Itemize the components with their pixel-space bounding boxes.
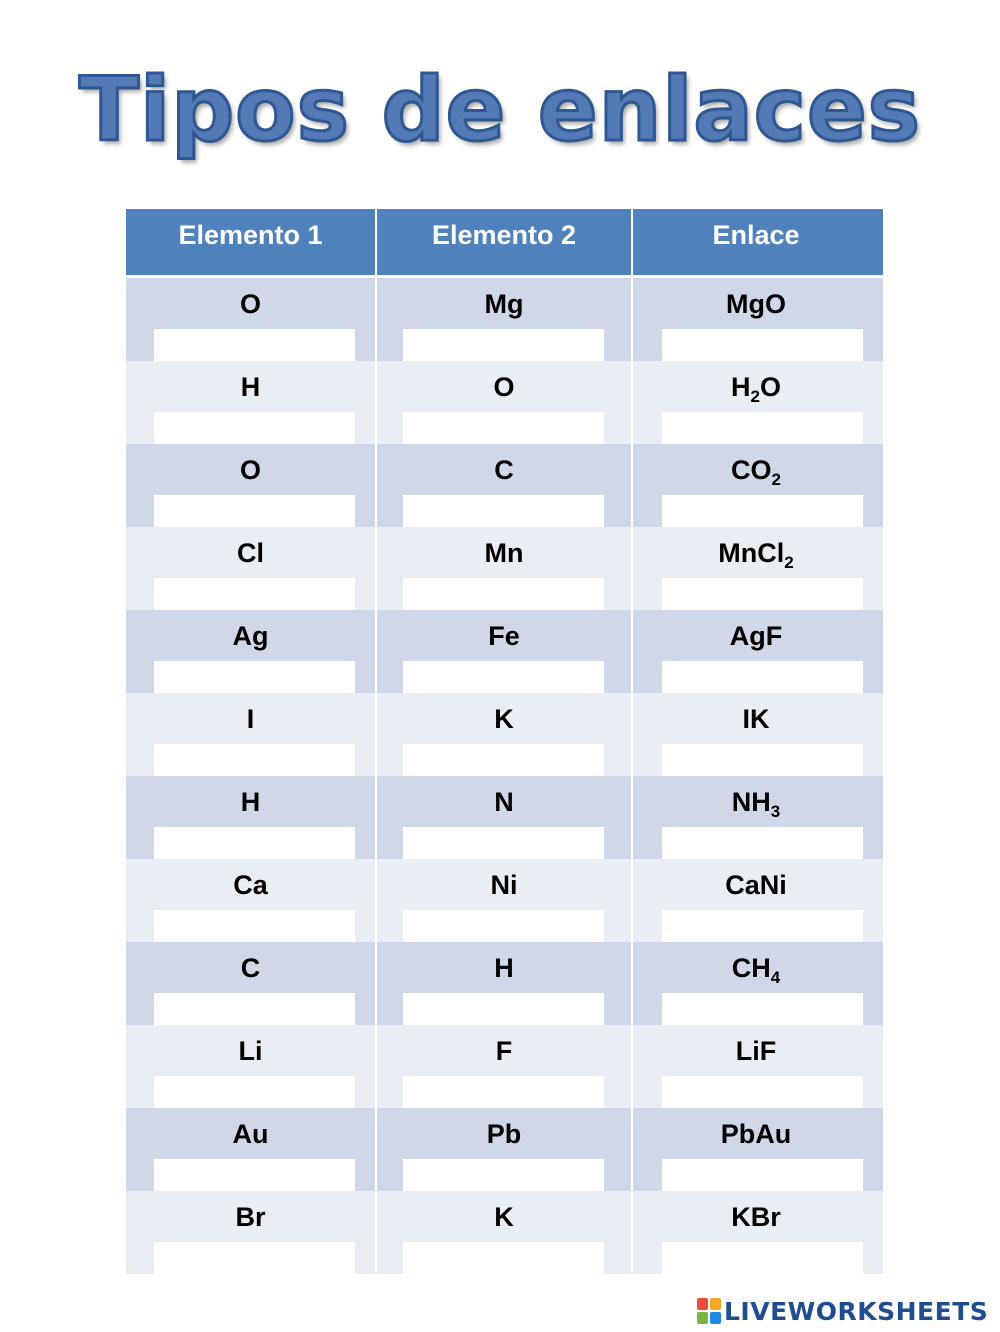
table-row — [126, 527, 883, 610]
cell-elemento-2 — [377, 776, 633, 859]
answer-input[interactable] — [154, 993, 355, 1025]
answer-input[interactable] — [662, 495, 863, 527]
logo-text: LIVEWORKSHEETS — [724, 1296, 989, 1326]
table-row — [126, 776, 883, 859]
compound-label — [633, 453, 879, 487]
answer-input[interactable] — [403, 827, 604, 859]
compound-subscript: 2 — [750, 387, 760, 406]
cell-elemento-2 — [377, 278, 633, 361]
element-1-label: O — [239, 289, 261, 319]
compound-label — [633, 287, 879, 321]
element-1-label: Ca — [233, 870, 268, 900]
compound-formula: KBr — [731, 1202, 781, 1232]
cell-elemento-2 — [377, 693, 633, 776]
element-2-label: F — [495, 1036, 513, 1066]
header-elemento-2: Elemento 2 — [377, 209, 633, 275]
answer-input[interactable] — [154, 578, 355, 610]
compound-label — [633, 1034, 879, 1068]
answer-input[interactable] — [662, 910, 863, 942]
compound-formula: PbAu — [720, 1119, 792, 1149]
page-title: Tipos de enlaces — [78, 58, 922, 161]
cell-enlace — [633, 859, 879, 942]
liveworksheets-logo — [697, 1296, 988, 1326]
cell-elemento-2 — [377, 610, 633, 693]
table-row — [126, 942, 883, 1025]
answer-input[interactable] — [662, 1076, 863, 1108]
table-body — [126, 278, 883, 1274]
cell-enlace — [633, 942, 879, 1025]
cell-elemento-1 — [126, 278, 377, 361]
compound-formula: MgO — [726, 289, 786, 319]
cell-elemento-1 — [126, 444, 377, 527]
cell-enlace — [633, 444, 879, 527]
answer-input[interactable] — [154, 495, 355, 527]
cell-enlace — [633, 1025, 879, 1108]
element-1-label: Li — [238, 1036, 263, 1066]
answer-input[interactable] — [154, 329, 355, 361]
cell-enlace — [633, 1108, 879, 1191]
compound-subscript: 4 — [770, 968, 781, 987]
element-1-label: Au — [232, 1119, 269, 1149]
answer-input[interactable] — [403, 412, 604, 444]
compound-formula: AgF — [729, 621, 783, 651]
answer-input[interactable] — [403, 744, 604, 776]
answer-input[interactable] — [154, 744, 355, 776]
liveworksheets-icon — [697, 1298, 721, 1324]
cell-enlace — [633, 361, 879, 444]
answer-input[interactable] — [403, 1242, 604, 1274]
answer-input[interactable] — [154, 1076, 355, 1108]
answer-input[interactable] — [662, 412, 863, 444]
compound-formula-tail: O — [759, 372, 781, 402]
element-1-label: Br — [235, 1202, 266, 1232]
table-row — [126, 610, 883, 693]
cell-elemento-1 — [126, 776, 377, 859]
compound-formula: IK — [742, 704, 770, 734]
answer-input[interactable] — [154, 1159, 355, 1191]
element-1-label: Cl — [237, 538, 264, 568]
compound-formula: LiF — [735, 1036, 777, 1066]
element-1-label: H — [240, 372, 261, 402]
compound-label — [633, 536, 879, 570]
element-1-label: O — [239, 455, 261, 485]
element-2-label: Mg — [484, 289, 524, 319]
bonds-table — [126, 209, 883, 1274]
cell-enlace — [633, 693, 879, 776]
compound-formula: CaNi — [725, 870, 787, 900]
cell-elemento-1 — [126, 1025, 377, 1108]
answer-input[interactable] — [403, 1076, 604, 1108]
cell-elemento-2 — [377, 1191, 633, 1274]
compound-formula: CH — [731, 953, 771, 983]
header-elemento-1: Elemento 1 — [126, 209, 377, 275]
table-row — [126, 1108, 883, 1191]
cell-elemento-1 — [126, 693, 377, 776]
element-2-label: C — [494, 455, 514, 485]
compound-formula: NH — [731, 787, 771, 817]
compound-subscript: 2 — [771, 470, 781, 489]
compound-label — [633, 370, 879, 404]
cell-elemento-1 — [126, 361, 377, 444]
cell-enlace — [633, 278, 879, 361]
cell-elemento-2 — [377, 527, 633, 610]
compound-label — [633, 951, 879, 985]
answer-input[interactable] — [662, 1242, 863, 1274]
element-2-label: K — [494, 704, 514, 734]
element-2-label: Pb — [486, 1119, 522, 1149]
answer-input[interactable] — [154, 661, 355, 693]
cell-elemento-1 — [126, 942, 377, 1025]
answer-input[interactable] — [154, 412, 355, 444]
cell-elemento-1 — [126, 527, 377, 610]
compound-label — [633, 785, 879, 819]
cell-enlace — [633, 610, 879, 693]
element-1-label: H — [240, 787, 261, 817]
logo-icon-square — [710, 1312, 721, 1324]
element-1-label: C — [240, 953, 261, 983]
table-row — [126, 361, 883, 444]
compound-subscript: 2 — [784, 553, 794, 572]
answer-input[interactable] — [154, 1242, 355, 1274]
cell-enlace — [633, 1191, 879, 1274]
table-header — [126, 209, 883, 278]
answer-input[interactable] — [403, 495, 604, 527]
answer-input[interactable] — [662, 827, 863, 859]
answer-input[interactable] — [662, 1159, 863, 1191]
logo-icon-square — [697, 1312, 708, 1324]
answer-input[interactable] — [403, 910, 604, 942]
cell-elemento-1 — [126, 1108, 377, 1191]
answer-input[interactable] — [662, 661, 863, 693]
answer-input[interactable] — [662, 329, 863, 361]
table-row — [126, 693, 883, 776]
logo-icon-square — [697, 1298, 708, 1310]
cell-elemento-2 — [377, 1025, 633, 1108]
table-row — [126, 1025, 883, 1108]
answer-input[interactable] — [662, 993, 863, 1025]
element-1-label: Ag — [232, 621, 269, 651]
answer-input[interactable] — [662, 578, 863, 610]
cell-elemento-2 — [377, 942, 633, 1025]
element-2-label: O — [493, 372, 515, 402]
answer-input[interactable] — [403, 578, 604, 610]
compound-subscript: 3 — [770, 802, 781, 821]
table-row — [126, 859, 883, 942]
cell-elemento-2 — [377, 444, 633, 527]
answer-input[interactable] — [662, 744, 863, 776]
cell-elemento-2 — [377, 361, 633, 444]
answer-input[interactable] — [154, 910, 355, 942]
cell-enlace — [633, 776, 879, 859]
cell-enlace — [633, 527, 879, 610]
compound-label — [633, 619, 879, 653]
compound-label — [633, 1117, 879, 1151]
cell-elemento-2 — [377, 1108, 633, 1191]
compound-label — [633, 702, 879, 736]
answer-input[interactable] — [403, 661, 604, 693]
compound-formula: MnCl — [718, 538, 785, 568]
table-row — [126, 278, 883, 361]
compound-label — [633, 1200, 879, 1234]
cell-elemento-2 — [377, 859, 633, 942]
element-2-label: N — [494, 787, 514, 817]
cell-elemento-1 — [126, 1191, 377, 1274]
answer-input[interactable] — [403, 1159, 604, 1191]
table-row — [126, 444, 883, 527]
element-2-label: Ni — [490, 870, 518, 900]
compound-label — [633, 868, 879, 902]
element-2-label: Mn — [484, 538, 524, 568]
compound-formula: CO — [731, 455, 772, 485]
compound-formula: H — [731, 372, 751, 402]
answer-input[interactable] — [154, 827, 355, 859]
element-1-label: I — [246, 704, 255, 734]
element-2-label: Fe — [488, 621, 520, 651]
element-2-label: K — [494, 1202, 514, 1232]
answer-input[interactable] — [403, 993, 604, 1025]
answer-input[interactable] — [403, 329, 604, 361]
logo-icon-square — [710, 1298, 721, 1310]
cell-elemento-1 — [126, 859, 377, 942]
element-2-label: H — [494, 953, 514, 983]
table-row — [126, 1191, 883, 1274]
cell-elemento-1 — [126, 610, 377, 693]
header-enlace: Enlace — [712, 220, 800, 250]
